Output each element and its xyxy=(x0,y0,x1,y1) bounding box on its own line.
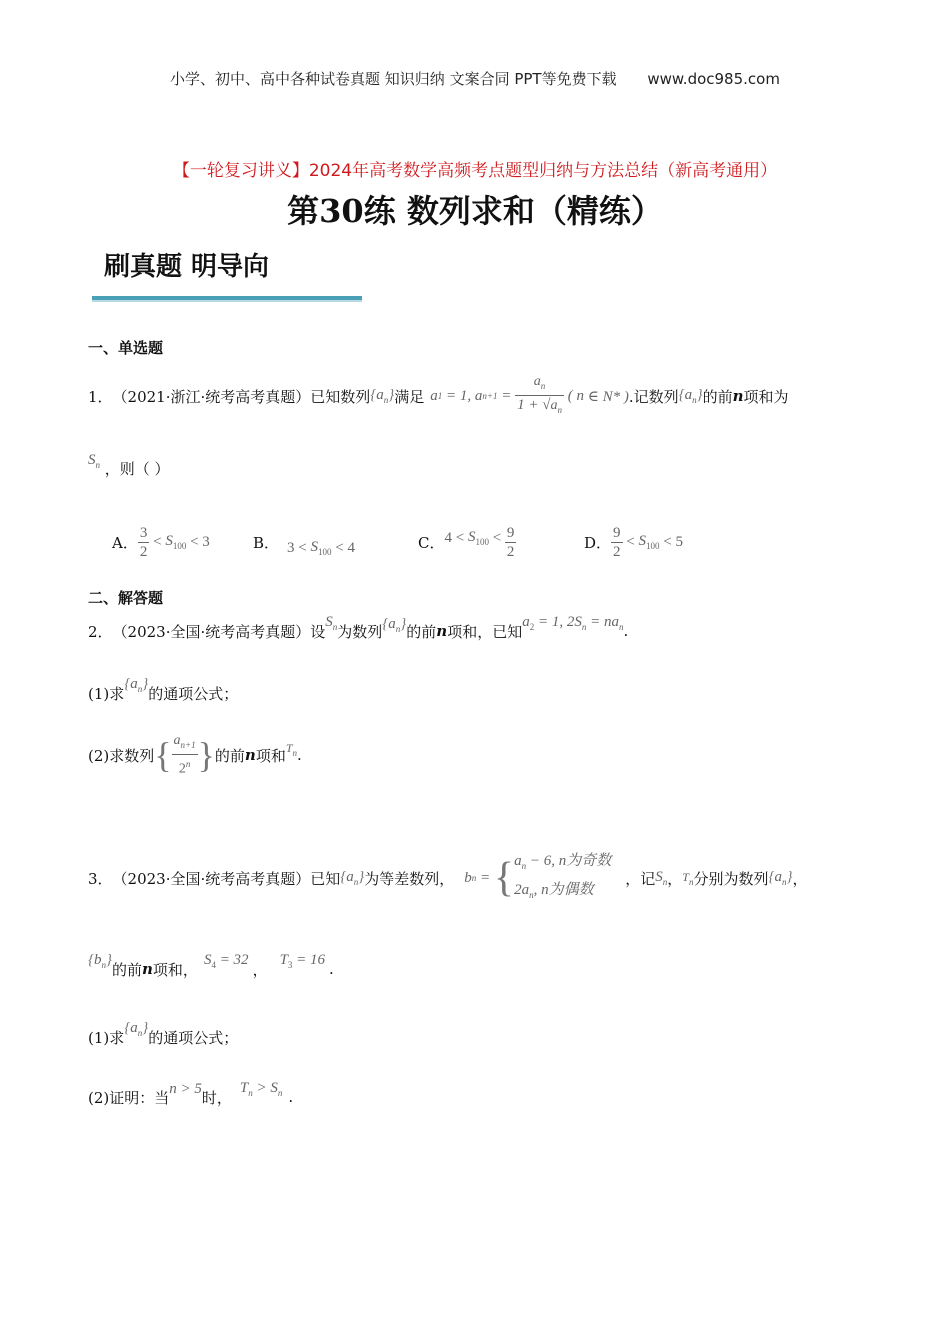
q3-sn: $S_n$ xyxy=(655,869,668,887)
q2-p2-a: (2)求数列 xyxy=(88,746,155,765)
q3-part-2 xyxy=(88,1080,293,1114)
q1-end3: 项和为 xyxy=(743,387,789,406)
q2-mid2: 的前 xyxy=(406,622,437,641)
q3-source: （2023·全国·统考高考真题）已知 xyxy=(112,869,341,888)
q1-end: .记数列 xyxy=(628,387,679,406)
q3-line-2 xyxy=(88,952,334,986)
q2-p2-c: 项和 xyxy=(255,746,286,765)
q3-t3: $T_3 = 16$ xyxy=(279,952,326,970)
q3-mid: 为等差数列， xyxy=(364,869,455,888)
q2-mid: 为数列 xyxy=(337,622,383,641)
q1-option-a[interactable]: A． $\frac{3}{2}$ < $S_{100}$ < 3 xyxy=(112,524,210,560)
q2-n: n xyxy=(436,622,448,640)
q2-source: （2023·全国·统考高考真题）设 xyxy=(112,622,326,641)
series-title: 【一轮复习讲义】2024年高考数学高频考点题型归纳与方法总结（新高考通用） xyxy=(172,161,778,181)
q1-option-d-frac: $\frac{9}{2}$ xyxy=(613,524,621,560)
q3-seq-bn: $\{b_n\}$ xyxy=(88,952,112,970)
q3-l2-a: 的前 xyxy=(112,960,143,979)
q2-p1-seq: $\{a_n\}$ xyxy=(124,676,149,694)
q3-mid2: ，记 xyxy=(625,869,656,888)
q2-p2-b: 的前 xyxy=(214,746,245,765)
q3-n: n xyxy=(142,960,153,978)
q1-option-d-label: D． xyxy=(584,533,612,552)
q3-p2-a: (2)证明：当 xyxy=(88,1088,170,1107)
q1-line-2 xyxy=(88,452,170,480)
q1-option-c-label: C． xyxy=(418,533,445,552)
q2-sn: $S_n$ xyxy=(325,614,338,632)
q3-number: 3． xyxy=(88,869,113,888)
q3-l2-d: . xyxy=(329,960,334,978)
section-underline-shadow xyxy=(92,300,362,302)
q1-sn: $S_n$ xyxy=(88,452,100,470)
q3-tn: $T_n$ xyxy=(682,869,694,887)
q1-seq-an: $\{a_n\}$ xyxy=(370,387,395,405)
q3-p1-a: (1)求 xyxy=(88,1028,125,1047)
q2-p2-d: . xyxy=(297,746,302,764)
q3-mid3: ， xyxy=(667,869,683,888)
q1-option-c-frac: $\frac{9}{2}$ xyxy=(506,524,515,560)
q2-p1-b: 的通项公式； xyxy=(148,684,239,703)
q3-mid4: 分别为数列 xyxy=(693,869,769,888)
q1-recurrence-formula: a 1 = 1, a n+1 = $\frac{a_n}{1 + √a_n}$ ( n ∈ N* ) xyxy=(430,374,629,415)
q3-s4: $S_4 = 32$ xyxy=(203,952,249,970)
q3-l2-b: 项和， xyxy=(152,960,198,979)
section-title: 刷真题 明导向 xyxy=(104,252,270,282)
q1-then: ，则（ ） xyxy=(104,460,170,478)
q2-p2-n: n xyxy=(244,746,256,764)
q3-p2-c: . xyxy=(288,1088,294,1106)
q3-bn-piecewise: b n = { $a_n - 6$, n为奇数 $2a_n$, n为偶数 xyxy=(464,853,612,901)
q2-p2-seq: { $\frac{a_{n+1}}{2^n}$ } xyxy=(154,732,215,777)
q3-n-gt-5: n > 5 xyxy=(169,1080,202,1097)
question-2 xyxy=(88,614,628,648)
q3-p1-seq: $\{a_n\}$ xyxy=(124,1020,149,1038)
q3-tn-gt-sn: $T_n > S_n$ xyxy=(239,1080,283,1098)
q3-l2-c: ， xyxy=(252,960,268,979)
q2-tn: $T_n$ xyxy=(285,740,298,758)
q1-option-d[interactable]: D． $\frac{9}{2}$ < $S_{100}$ < 5 xyxy=(584,524,683,560)
header-text: 小学、初中、高中各种试卷真题 知识归纳 文案合同 PPT等免费下载 xyxy=(170,70,617,88)
q2-mid3: 项和，已知 xyxy=(447,622,523,641)
q3-seq-an: $\{a_n\}$ xyxy=(340,869,365,887)
q2-part-2 xyxy=(88,728,302,782)
q3-mid5: ， xyxy=(792,869,808,888)
q3-seq-an-2: $\{a_n\}$ xyxy=(768,869,793,887)
q3-part-1 xyxy=(88,1020,238,1054)
part-single-choice: 一、单选题 xyxy=(88,339,164,357)
part-answer: 二、解答题 xyxy=(88,589,164,607)
q1-option-b-label: B． xyxy=(253,533,280,552)
page-title: 第30练 数列求和（精练） xyxy=(287,192,663,230)
q1-option-b[interactable]: B． 3 < $S_{100}$ < 4 xyxy=(253,533,355,557)
q2-part-1 xyxy=(88,676,238,710)
q1-source: （2021·浙江·统考高考真题）已知数列 xyxy=(112,387,371,406)
q1-option-a-label: A． xyxy=(112,533,138,552)
q3-p1-b: 的通项公式； xyxy=(148,1028,239,1047)
q2-number: 2． xyxy=(88,622,113,641)
q1-number: 1． xyxy=(88,387,113,406)
page-header xyxy=(0,68,950,89)
q1-end2: 的前 xyxy=(702,387,733,406)
q1-n: n xyxy=(732,387,744,405)
question-3 xyxy=(88,850,807,906)
q1-seq-an-2: $\{a_n\}$ xyxy=(678,387,703,405)
question-1 xyxy=(88,368,789,424)
q2-p1-a: (1)求 xyxy=(88,684,125,703)
q1-option-c[interactable]: C． 4 < $S_{100}$ < $\frac{9}{2}$ xyxy=(418,524,515,560)
q2-end: . xyxy=(623,622,629,640)
q1-option-a-frac: $\frac{3}{2}$ xyxy=(139,524,148,560)
header-site-link[interactable]: www.doc985.com xyxy=(647,70,780,88)
q3-p2-b: 时， xyxy=(201,1088,232,1107)
q2-condition: $a_2 = 1$, $2S_n = na_n$ xyxy=(522,614,624,632)
q1-mid: 满足 xyxy=(394,387,425,406)
q2-seq-an: $\{a_n\}$ xyxy=(382,616,407,634)
